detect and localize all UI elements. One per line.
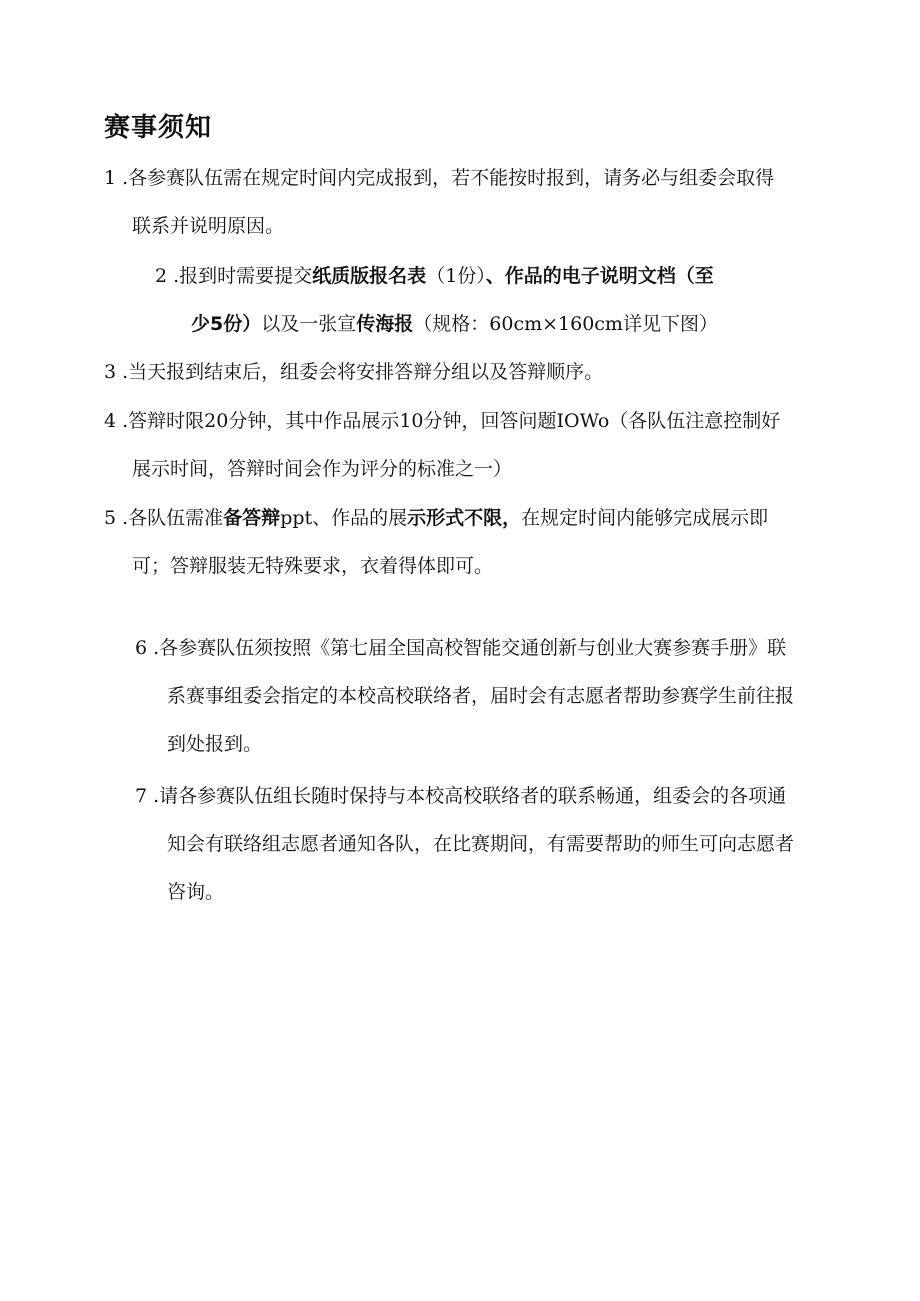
notice-item-5-line-1 bbox=[104, 494, 768, 542]
notice-item-4-line-2: 展示时间，答辩时间会作为评分的标准之一） bbox=[132, 458, 513, 480]
notice-item-2-line-2 bbox=[155, 300, 718, 348]
notice-item-3 bbox=[104, 348, 603, 396]
notice-item-1-line-2: 联系并说明原因。 bbox=[132, 215, 285, 237]
notice-item-4 bbox=[104, 397, 780, 493]
notice-item-5-text-c: 在规定时间内能够完成展示即 bbox=[521, 507, 769, 529]
page-title: 赛事须知 bbox=[104, 113, 213, 143]
notice-item-5 bbox=[104, 494, 768, 590]
notice-item-7-line-1: 7 .请各参赛队伍组长随时保持与本校高校联络者的联系畅通，组委会的各项通 bbox=[135, 785, 787, 807]
notice-item-2-bold-poster: 传海报 bbox=[356, 313, 414, 335]
notice-item-2 bbox=[155, 252, 718, 348]
notice-item-2-bold-form: 纸质版报名表 bbox=[312, 265, 427, 287]
notice-item-2-copies: （1份） bbox=[426, 265, 486, 287]
notice-item-5-text-b: ppt、作品的展 bbox=[280, 507, 408, 529]
notice-item-5-text-a: 5 .各队伍需准 bbox=[104, 507, 224, 529]
notice-item-6-line-2: 系赛事组委会指定的本校高校联络者，届时会有志愿者帮助参赛学生前往报 bbox=[167, 685, 795, 707]
notice-item-5-line-2: 可；答辩服装无特殊要求，衣着得体即可。 bbox=[132, 555, 494, 577]
notice-item-4-line-1: 4 .答辩时限20分钟，其中作品展示10分钟，回答问题IOWo（各队伍注意控制好 bbox=[104, 410, 781, 432]
notice-item-7 bbox=[135, 772, 794, 916]
notice-item-2-bold-doc: 、作品的电子说明文档（至 bbox=[485, 265, 714, 287]
notice-item-6 bbox=[135, 624, 794, 768]
notice-item-6-line-3: 到处报到。 bbox=[167, 733, 263, 755]
notice-item-7-line-3: 咨询。 bbox=[167, 881, 225, 903]
notice-item-2-text-a: 2 .报到时需要提交 bbox=[155, 265, 313, 287]
notice-item-2-bold-count: 少5份） bbox=[191, 313, 262, 335]
notice-item-5-bold-format: 示形式不限， bbox=[407, 507, 522, 529]
notice-item-2-spec: （规格：60cm×160cm详见下图） bbox=[413, 313, 718, 335]
notice-item-6-line-1: 6 .各参赛队伍须按照《第七届全国高校智能交通创新与创业大赛参赛手册》联 bbox=[135, 637, 787, 659]
notice-item-1-line-1: 1 .各参赛队伍需在规定时间内完成报到，若不能按时报到，请务必与组委会取得 bbox=[104, 167, 775, 189]
notice-item-2-text-b: 以及一张宣 bbox=[261, 313, 357, 335]
notice-item-3-line-1: 3 .当天报到结束后，组委会将安排答辩分组以及答辩顺序。 bbox=[104, 361, 604, 383]
notice-item-2-line-1 bbox=[155, 252, 718, 300]
notice-item-5-bold-defense: 备答辩 bbox=[223, 507, 281, 529]
notice-item-1 bbox=[104, 154, 774, 250]
notice-item-7-line-2: 知会有联络组志愿者通知各队，在比赛期间，有需要帮助的师生可向志愿者 bbox=[167, 833, 795, 855]
